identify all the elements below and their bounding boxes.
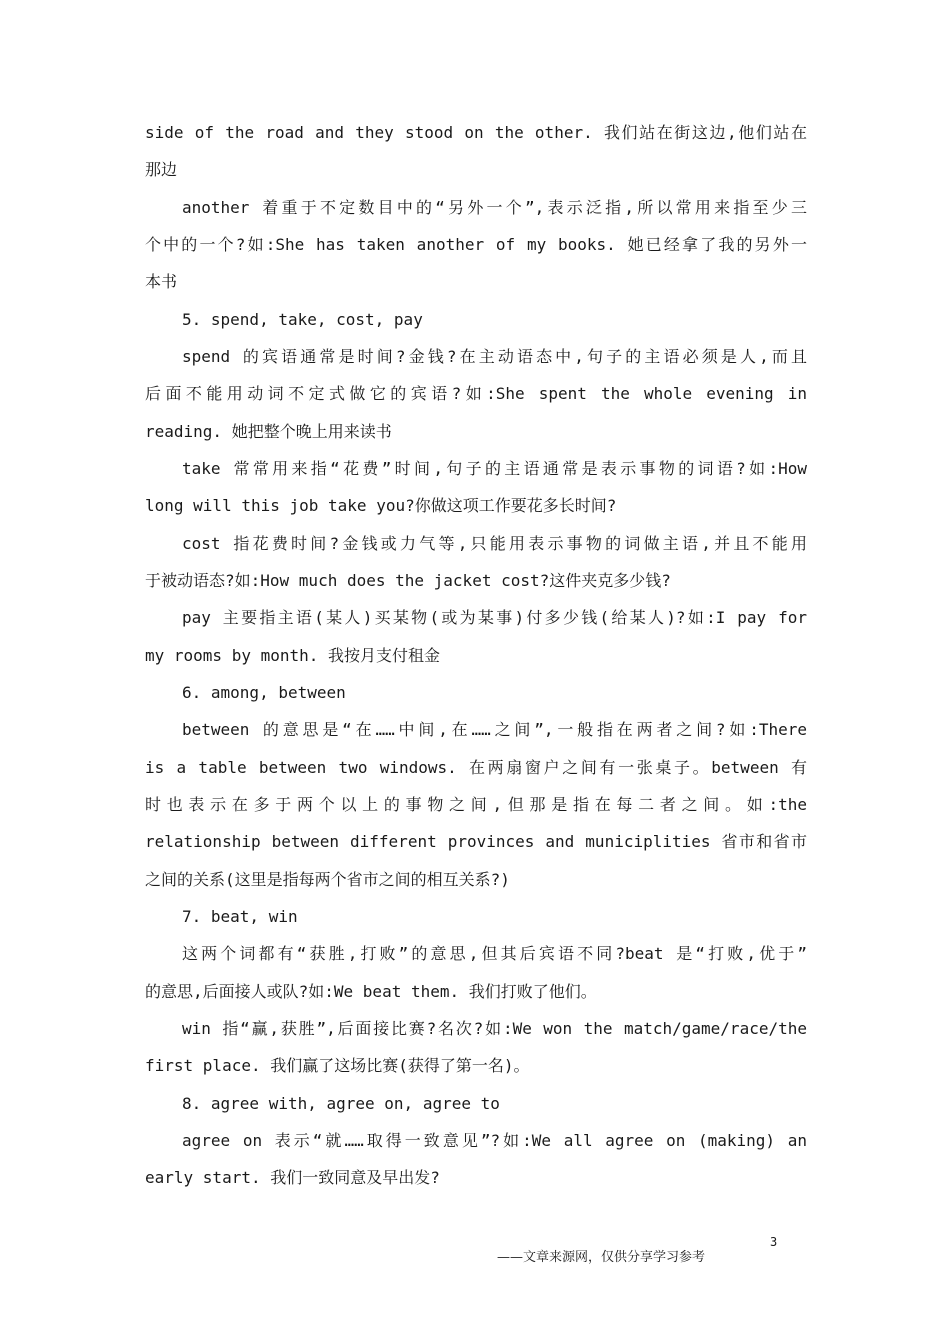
text-line: reading. 她把整个晚上用来读书 [145,422,392,441]
text-line: early start. 我们一致同意及早出发? [145,1168,440,1187]
text-line: 那边 [145,160,178,179]
section-heading: 5. spend, take, cost, pay [182,310,423,329]
text-line: 个中的一个?如:She has taken another of my books. 她已经拿了我的另外一 [145,235,807,254]
text-line: spend 的宾语通常是时间?金钱?在主动语态中,句子的主语必须是人,而且 [182,347,807,366]
text-line: 于被动语态?如:How much does the jacket cost?这件夹克多少钱? [145,571,671,590]
text-line: pay 主要指主语(某人)买某物(或为某事)付多少钱(给某人)?如:I pay for [182,608,807,627]
section-heading: 8. agree with, agree on, agree to [182,1094,500,1113]
text-line: take 常常用来指“花费”时间,句子的主语通常是表示事物的词语?如:How [182,459,807,478]
text-line: relationship between different provinces and municiplities 省市和省市 [145,832,807,851]
text-line: first place. 我们赢了这场比赛(获得了第一名)。 [145,1056,530,1075]
text-line: cost 指花费时间?金钱或力气等,只能用表示事物的词做主语,并且不能用 [182,534,807,553]
text-line: 的意思,后面接人或队?如:We beat them. 我们打败了他们。 [145,982,597,1001]
section-heading: 7. beat, win [182,907,298,926]
text-line: 本书 [145,272,178,291]
text-line: 后面不能用动词不定式做它的宾语?如:She spent the whole evening in [145,384,807,403]
section-heading: 6. among, between [182,683,346,702]
text-line: between 的意思是“在……中间,在……之间”,一般指在两者之间?如:There [182,720,807,739]
text-line: is a table between two windows. 在两扇窗户之间有一张桌子。between 有 [145,758,807,777]
text-line: 时也表示在多于两个以上的事物之间,但那是指在每二者之间。如:the [145,795,807,814]
page-number: 3 [770,1235,778,1249]
text-line: 这两个词都有“获胜,打败”的意思,但其后宾语不同?beat 是“打败,优于” [182,944,807,963]
text-line: long will this job take you?你做这项工作要花多长时间? [145,496,617,515]
text-line: side of the road and they stood on the other. 我们站在街这边,他们站在 [145,123,807,142]
footer-note: ——文章来源网，仅供分享学习参考 [497,1250,706,1265]
text-line: my rooms by month. 我按月支付租金 [145,646,441,665]
text-line: win 指“赢,获胜”,后面接比赛?名次?如:We won the match/game/race/the [182,1019,807,1038]
text-line: agree on 表示“就……取得一致意见”?如:We all agree on (making) an [182,1131,807,1150]
text-line: 之间的关系(这里是指每两个省市之间的相互关系?) [145,870,510,889]
text-line: another 着重于不定数目中的“另外一个”,表示泛指,所以常用来指至少三 [182,198,807,217]
